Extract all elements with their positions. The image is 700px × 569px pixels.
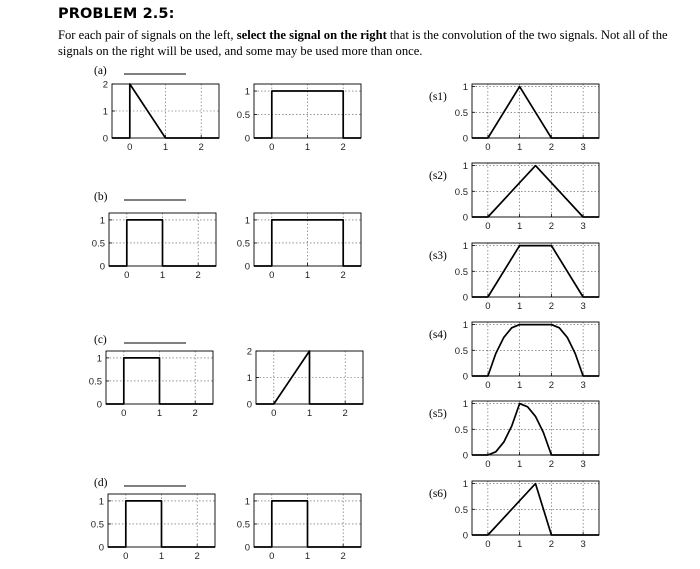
intro-bold-text: select the signal on the right [236, 28, 387, 42]
signal-label-s5: (s5) [429, 408, 447, 420]
chart-s6 [429, 479, 599, 550]
y-tick-label: 0.5 [236, 238, 250, 250]
y-tick-label: 0 [246, 399, 252, 411]
chart-a1 [103, 80, 219, 154]
x-tick-label: 1 [159, 270, 166, 281]
chart-a2 [237, 84, 361, 153]
y-tick-label: 0.5 [454, 424, 468, 436]
x-tick-label: 2 [340, 551, 346, 562]
y-tick-label: 0 [99, 261, 105, 273]
x-tick-label: 2 [548, 380, 555, 391]
x-tick-label: 1 [306, 408, 313, 419]
intro-text-1: For each pair of signals on the left, [58, 28, 237, 42]
chart-d1 [91, 494, 215, 562]
y-tick-label: 0.5 [236, 110, 250, 122]
y-tick-label: 0 [462, 212, 468, 224]
y-tick-label: 0.5 [454, 266, 468, 278]
chart-s2 [429, 161, 599, 232]
y-tick-label: 1 [462, 399, 468, 411]
x-tick-label: 0 [485, 539, 491, 550]
x-tick-label: 2 [548, 301, 555, 312]
chart-c2 [247, 347, 363, 420]
y-tick-label: 0.5 [88, 376, 102, 388]
part-label: (b) [94, 191, 108, 203]
y-tick-label: 1 [462, 161, 468, 173]
x-tick-label: 0 [121, 408, 127, 419]
x-tick-label: 0 [123, 551, 129, 562]
signal-label-s1: (s1) [429, 91, 447, 103]
x-tick-label: 2 [342, 408, 348, 419]
x-tick-label: 0 [269, 142, 275, 153]
x-tick-label: 0 [127, 142, 133, 153]
x-tick-label: 0 [485, 301, 491, 312]
x-tick-label: 2 [198, 142, 204, 153]
y-tick-label: 2 [246, 346, 252, 358]
x-tick-label: 0 [269, 551, 275, 562]
x-tick-label: 3 [580, 380, 586, 391]
y-tick-label: 0 [462, 530, 468, 542]
part-c [94, 334, 186, 346]
y-tick-label: 0.5 [454, 186, 468, 198]
chart-b1 [92, 213, 216, 281]
chart-s3 [429, 241, 599, 312]
x-tick-label: 2 [192, 408, 198, 419]
y-tick-label: 0.5 [454, 504, 468, 516]
y-tick-label: 0.5 [90, 519, 104, 531]
x-tick-label: 1 [516, 459, 523, 470]
x-tick-label: 0 [271, 408, 277, 419]
y-tick-label: 1 [244, 215, 250, 227]
y-tick-label: 1 [244, 86, 250, 98]
chart-s5 [429, 399, 599, 470]
y-tick-label: 1 [98, 496, 104, 508]
x-tick-label: 2 [340, 142, 346, 153]
y-tick-label: 0.5 [91, 238, 105, 250]
y-tick-label: 1 [462, 479, 468, 491]
x-tick-label: 1 [304, 270, 311, 281]
chart-c1 [89, 351, 213, 419]
x-tick-label: 1 [304, 551, 311, 562]
charts-layer [89, 80, 599, 563]
y-tick-label: 0 [244, 261, 250, 273]
y-tick-label: 0 [462, 371, 468, 383]
part-label: (d) [94, 477, 108, 489]
y-tick-label: 0 [462, 133, 468, 145]
x-tick-label: 0 [485, 380, 491, 391]
x-tick-label: 2 [548, 539, 555, 550]
y-tick-label: 0 [96, 399, 102, 411]
y-tick-label: 0 [98, 542, 104, 554]
x-tick-label: 1 [304, 142, 311, 153]
plot-frame [472, 163, 599, 217]
x-tick-label: 3 [580, 539, 586, 550]
signal-line-s1 [472, 87, 599, 138]
signal-label-s3: (s3) [429, 250, 447, 262]
y-tick-label: 2 [102, 79, 108, 91]
y-tick-label: 0.5 [454, 107, 468, 119]
y-tick-label: 1 [462, 82, 468, 94]
x-tick-label: 1 [162, 142, 169, 153]
y-tick-label: 0.5 [454, 345, 468, 357]
x-tick-label: 1 [516, 301, 523, 312]
x-tick-label: 1 [156, 408, 163, 419]
x-tick-label: 2 [548, 221, 555, 232]
y-tick-label: 0.5 [236, 519, 250, 531]
x-tick-label: 1 [516, 221, 523, 232]
x-tick-label: 2 [340, 270, 346, 281]
x-tick-label: 2 [195, 270, 201, 281]
y-tick-label: 1 [96, 353, 102, 365]
chart-s1 [429, 82, 599, 153]
x-tick-label: 3 [580, 301, 586, 312]
x-tick-label: 1 [516, 380, 523, 391]
x-tick-label: 3 [580, 221, 586, 232]
plot-frame [472, 401, 599, 455]
y-tick-label: 1 [462, 320, 468, 332]
x-tick-label: 1 [516, 142, 523, 153]
y-tick-label: 0 [244, 133, 250, 145]
x-tick-label: 1 [516, 539, 523, 550]
chart-d2 [237, 494, 361, 562]
x-tick-label: 1 [158, 551, 165, 562]
chart-s4 [429, 320, 599, 391]
x-tick-label: 3 [580, 142, 586, 153]
y-tick-label: 0 [244, 542, 250, 554]
x-tick-label: 0 [485, 459, 491, 470]
part-label: (a) [94, 65, 107, 77]
x-tick-label: 0 [269, 270, 275, 281]
signal-line-b1 [109, 220, 216, 266]
chart-b2 [237, 213, 361, 281]
x-tick-label: 0 [485, 142, 491, 153]
y-tick-label: 0 [462, 450, 468, 462]
x-tick-label: 2 [548, 142, 555, 153]
part-a [94, 65, 186, 77]
x-tick-label: 0 [124, 270, 130, 281]
y-tick-label: 1 [244, 496, 250, 508]
x-tick-label: 2 [194, 551, 200, 562]
plot-frame [472, 481, 599, 535]
x-tick-label: 2 [548, 459, 555, 470]
signal-line-c2 [256, 351, 363, 404]
y-tick-label: 1 [102, 106, 108, 118]
part-d [94, 477, 186, 489]
part-b [94, 191, 186, 203]
y-tick-label: 1 [246, 373, 252, 384]
signal-line-d1 [108, 501, 215, 547]
intro-text-2: that is the convolution of the two signals. Not all of the signals on the right will be used, and some may be used more than once. [58, 28, 668, 58]
x-tick-label: 0 [485, 221, 491, 232]
signal-line-c1 [106, 358, 213, 404]
signal-label-s2: (s2) [429, 170, 447, 182]
x-tick-label: 3 [580, 459, 586, 470]
problem-title: PROBLEM 2.5: [58, 6, 175, 22]
y-tick-label: 0 [102, 133, 108, 145]
signal-line-d2 [254, 501, 361, 547]
y-tick-label: 1 [462, 241, 468, 253]
y-tick-label: 0 [462, 292, 468, 304]
plot-frame [472, 243, 599, 297]
signal-label-s4: (s4) [429, 329, 447, 341]
signal-label-s6: (s6) [429, 488, 447, 500]
part-label: (c) [94, 334, 107, 346]
y-tick-label: 1 [99, 215, 105, 227]
